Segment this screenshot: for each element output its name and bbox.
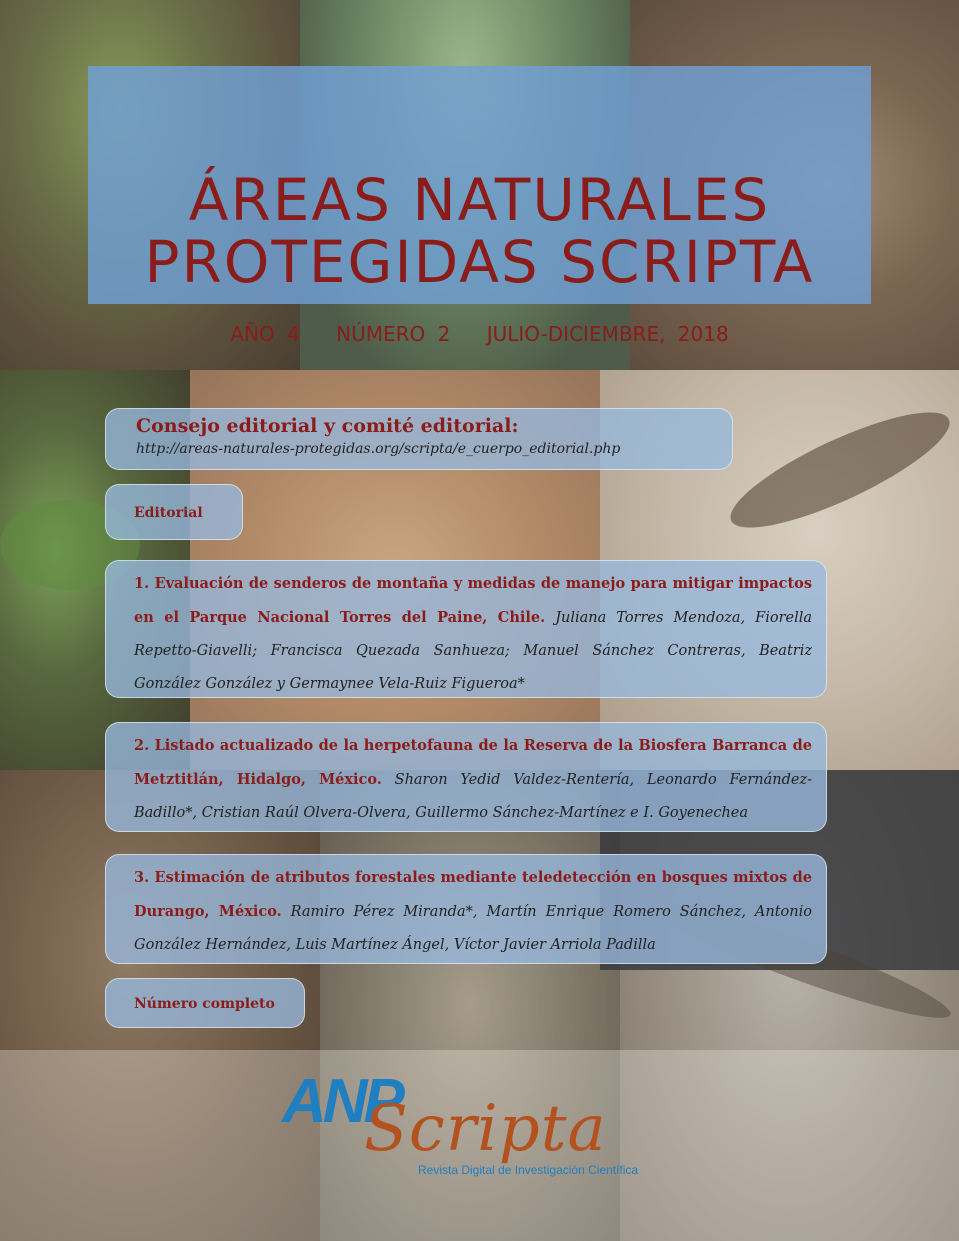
editorial-board-link[interactable] — [105, 408, 733, 470]
journal-title-block — [88, 66, 871, 304]
editorial-board-heading: Consejo editorial y comité editorial: — [136, 415, 519, 437]
issue-period: JULIO-DICIEMBRE, 2018 — [486, 322, 729, 346]
article-item[interactable] — [105, 722, 827, 832]
article-title[interactable]: 2. Listado actualizado de la herpetofauna de la Reserva de la Biosfera Barranca de Metztitlán, Hidalgo, México. — [134, 737, 812, 788]
issue-year: AÑO 4 — [230, 322, 300, 346]
logo-scripta-text: Scripta — [364, 1092, 607, 1166]
editorial-link[interactable]: Editorial — [105, 484, 243, 540]
article-item[interactable] — [105, 560, 827, 698]
editorial-board-url[interactable]: http://areas-naturales-protegidas.org/scripta/e_cuerpo_editorial.php — [136, 441, 621, 457]
journal-title-line2: PROTEGIDAS SCRIPTA — [144, 228, 815, 296]
full-issue-link[interactable]: Número completo — [105, 978, 305, 1028]
issue-info — [0, 322, 959, 346]
article-item[interactable] — [105, 854, 827, 964]
article-authors: Ramiro Pérez Miranda*, Martín Enrique Romero Sánchez, Antonio González Hernández, Luis Martínez Ángel, Víctor Javier Arriola Padilla — [134, 904, 812, 953]
logo-anp-text: ANP — [282, 1067, 401, 1136]
issue-number: NÚMERO 2 — [336, 322, 451, 346]
article-title[interactable]: 1. Evaluación de senderos de montaña y medidas de manejo para mitigar impactos en el Parque Nacional Torres del Paine, Chile. — [134, 575, 812, 626]
logo-tagline: Revista Digital de Investigación Científica — [418, 1163, 639, 1177]
article-authors: Sharon Yedid Valdez-Rentería, Leonardo Fernández-Badillo*, Cristian Raúl Olvera-Olvera, Guillermo Sánchez-Martínez e I. Goyenechea — [134, 772, 812, 821]
article-title[interactable]: 3. Estimación de atributos forestales mediante teledetección en bosques mixtos de Durango, México. — [134, 869, 812, 920]
article-authors: Juliana Torres Mendoza, Fiorella Repetto-Giavelli; Francisca Quezada Sanhueza; Manuel Sánchez Contreras, Beatriz González González y Germaynee Vela-Ruiz Figueroa* — [134, 610, 812, 692]
journal-title-line1: ÁREAS NATURALES — [188, 166, 771, 234]
anp-scripta-logo — [282, 1062, 702, 1192]
